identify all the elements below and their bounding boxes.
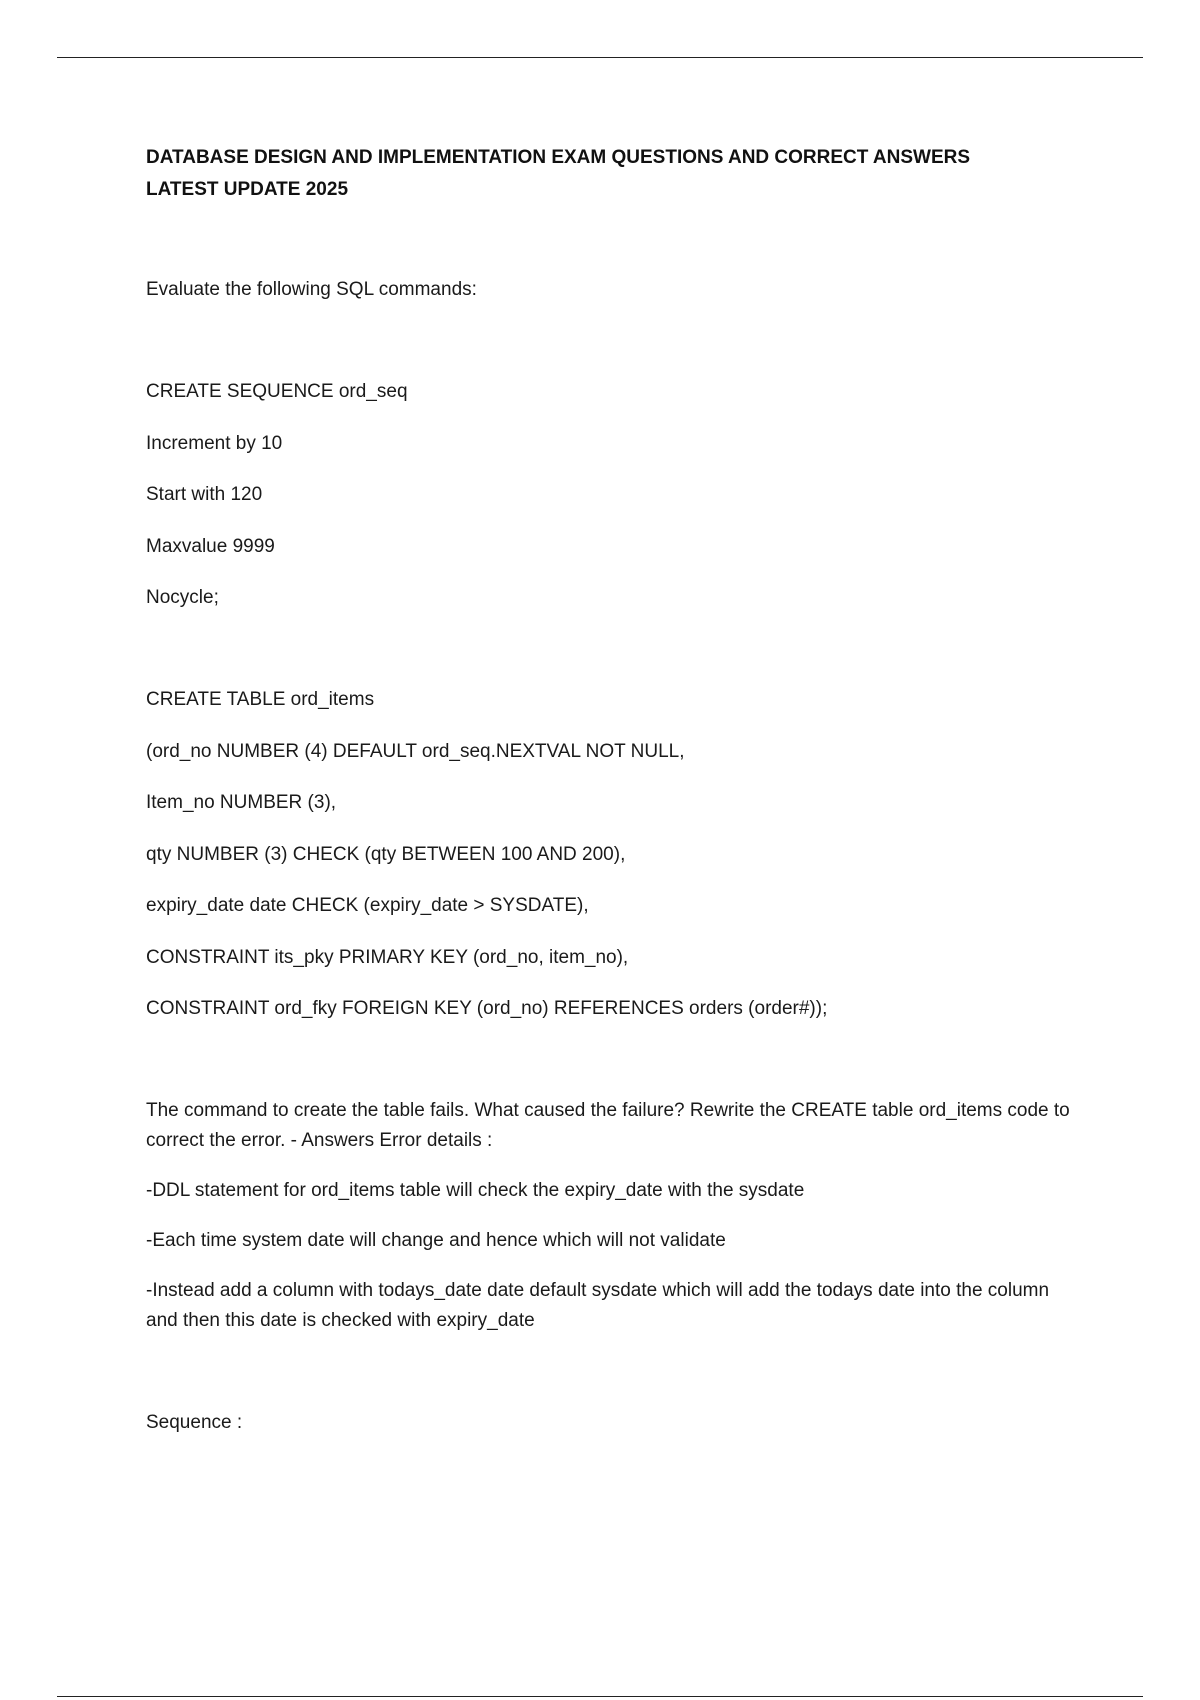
code-line: CONSTRAINT its_pky PRIMARY KEY (ord_no, item_no), <box>146 946 629 968</box>
answer-block <box>146 1176 1076 1336</box>
code-line: Item_no NUMBER (3), <box>146 792 337 813</box>
code-line: CREATE SEQUENCE ord_seq <box>146 381 408 402</box>
code-line: expiry_date date CHECK (expiry_date > SYSDATE), <box>146 895 589 916</box>
document-body <box>146 142 1076 1438</box>
code-line: CONSTRAINT ord_fky FOREIGN KEY (ord_no) REFERENCES orders (order#)); <box>146 998 828 1019</box>
answer-line: -Each time system date will change and hence which will not validate <box>146 1230 726 1251</box>
footer-rule <box>57 1696 1143 1697</box>
intro-text: Evaluate the following SQL commands: <box>146 279 477 300</box>
code-line: Start with 120 <box>146 484 263 505</box>
code-line: Maxvalue 9999 <box>146 535 275 557</box>
sequence-code-block <box>146 377 1076 613</box>
code-line: qty NUMBER (3) CHECK (qty BETWEEN 100 AND 200), <box>146 843 626 865</box>
header-rule <box>57 57 1143 58</box>
document-title: DATABASE DESIGN AND IMPLEMENTATION EXAM QUESTIONS AND CORRECT ANSWERS LATEST UPDATE 2025 <box>146 147 971 200</box>
code-line: (ord_no NUMBER (4) DEFAULT ord_seq.NEXTVAL NOT NULL, <box>146 740 685 762</box>
question-text: The command to create the table fails. What caused the failure? Rewrite the CREATE table ord_items code to correct the error. - Answers Error details : <box>146 1100 1075 1151</box>
answer-line: -DDL statement for ord_items table will check the expiry_date with the sysdate <box>146 1180 805 1201</box>
code-line: Increment by 10 <box>146 432 283 454</box>
answer-line: -Instead add a column with todays_date date default sysdate which will add the todays date into the column and then this date is checked with expiry_date <box>146 1280 1055 1331</box>
create-table-code-block <box>146 685 1076 1024</box>
code-line: CREATE TABLE ord_items <box>146 689 375 710</box>
code-line: Nocycle; <box>146 587 219 608</box>
sequence-heading: Sequence : <box>146 1412 243 1433</box>
